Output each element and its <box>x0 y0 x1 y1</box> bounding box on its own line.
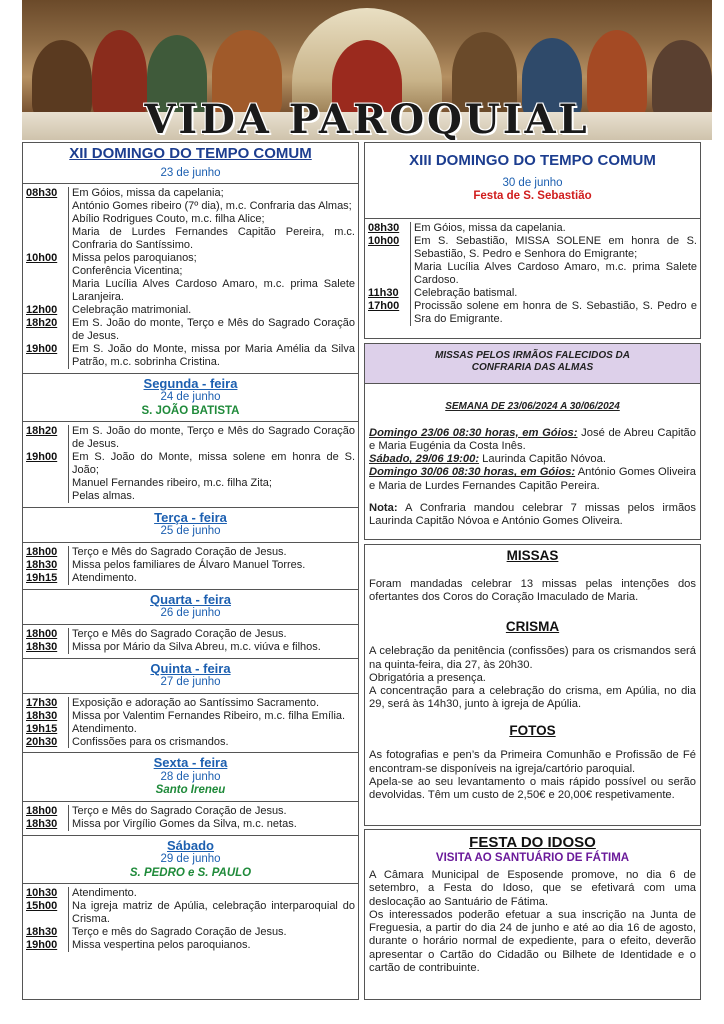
entry-time: 18h30 <box>26 709 58 722</box>
next-sunday-title: XIII DOMINGO DO TEMPO COMUM <box>409 152 656 169</box>
schedule-entry <box>26 317 355 343</box>
entry-text: Missa pelos paroquianos; <box>68 252 355 265</box>
last-supper-banner <box>22 0 712 140</box>
day-entries <box>23 625 358 658</box>
entry-text: Exposição e adoração ao Santíssimo Sacramento. <box>68 697 355 710</box>
day-header <box>23 752 358 801</box>
schedule-entry <box>26 187 355 200</box>
fotos-text <box>365 749 700 802</box>
entry-text: Celebração batismal. <box>410 287 697 300</box>
entry-time: 11h30 <box>368 286 399 299</box>
almas-item-lead: Domingo 30/06 08:30 horas, em Góios: <box>369 466 576 479</box>
entry-time: 18h30 <box>26 640 58 653</box>
almas-item <box>369 427 696 453</box>
entry-text: Terço e Mês do Sagrado Coração de Jesus. <box>68 628 355 641</box>
entry-text: Pelas almas. <box>68 490 355 503</box>
day-name: Sábado <box>167 837 214 853</box>
day-entries <box>23 802 358 835</box>
day-entries <box>23 422 358 507</box>
entry-text: Atendimento. <box>68 572 355 585</box>
entry-text: Em S. João do monte, Terço e Mês do Sagrado Coração de Jesus. <box>68 317 355 343</box>
sunday-date: 23 de junho <box>160 166 221 179</box>
schedule-entry <box>368 261 697 287</box>
entry-text: Conferência Vicentina; <box>68 265 355 278</box>
schedule-entry <box>26 477 355 490</box>
entry-time: 15h00 <box>26 900 58 913</box>
day-name: Terça - feira <box>154 510 227 526</box>
day-date: 28 de junho <box>160 770 221 783</box>
day-date: 25 de junho <box>160 525 221 538</box>
schedule-entry <box>368 300 697 326</box>
entry-time: 18h30 <box>26 817 58 830</box>
entry-text: Manuel Fernandes ribeiro, m.c. filha Zita; <box>68 477 355 490</box>
next-sunday-box <box>364 142 701 339</box>
entry-text: Em Góios, missa da capelania; <box>68 187 355 200</box>
entry-text: Na igreja matriz de Apúlia, celebração interparoquial do Crisma. <box>68 900 355 926</box>
idoso-subtitle: VISITA AO SANTUÁRIO DE FÁTIMA <box>435 851 630 864</box>
entry-text: Atendimento. <box>68 887 355 900</box>
almas-item-lead: Domingo 23/06 08:30 horas, em Góios: <box>369 426 578 439</box>
entry-time: 18h00 <box>26 804 58 817</box>
entry-time: 18h30 <box>26 558 58 571</box>
almas-item-lead: Sábado, 29/06 19:00: <box>369 453 480 466</box>
schedule-entry <box>26 546 355 559</box>
schedule-entry <box>26 736 355 749</box>
entry-time: 10h00 <box>368 234 400 247</box>
entry-time: 08h30 <box>26 187 58 200</box>
festa-idoso-box <box>364 829 701 1000</box>
entry-time: 18h30 <box>26 926 58 939</box>
next-sunday-entries <box>365 218 700 330</box>
banner-title: VIDA PAROQUIAL <box>144 96 590 140</box>
almas-item-text: Laurinda Capitão Nóvoa. <box>479 453 606 466</box>
paragraph-line: Apela-se ao seu levantamento o mais rápido possível ou serão devolvidas. Têm um custo de 2,50€ e 20,00€ respetivamente. <box>369 775 696 801</box>
almas-item <box>369 453 696 466</box>
almas-note <box>365 502 700 528</box>
day-name: Quarta - feira <box>150 591 231 607</box>
entry-text: Terço e Mês do Sagrado Coração de Jesus. <box>68 546 355 559</box>
schedule-entry <box>26 425 355 451</box>
schedule-entry <box>368 287 697 300</box>
entry-time: 19h00 <box>26 342 58 355</box>
entry-time: 12h00 <box>26 303 58 316</box>
entry-text: Terço e mês do Sagrado Coração de Jesus. <box>68 926 355 939</box>
entry-text: António Gomes ribeiro (7º dia), m.c. Confraria das Almas; <box>68 200 355 213</box>
entry-time: 20h30 <box>26 735 58 748</box>
entry-text: Em S. João do monte, Terço e Mês do Sagrado Coração de Jesus. <box>68 425 355 451</box>
entry-text: Missa por Valentim Fernandes Ribeiro, m.c. filha Emília. <box>68 710 355 723</box>
day-date: 26 de junho <box>160 607 221 620</box>
day-saint: S. JOÃO BATISTA <box>141 404 240 417</box>
missas-title: MISSAS <box>506 548 559 563</box>
entry-text: Maria Lucília Alves Cardoso Amaro, m.c. prima Salete Cardoso. <box>410 261 697 287</box>
missas-text: Foram mandadas celebrar 13 missas pelas intenções dos ofertantes dos Coros do Coração Imaculado de Maria. <box>369 577 696 604</box>
day-header <box>23 507 358 543</box>
entry-text: Missa vespertina pelos paroquianos. <box>68 939 355 952</box>
left-schedule-column <box>22 142 359 1000</box>
entry-text: Terço e Mês do Sagrado Coração de Jesus. <box>68 805 355 818</box>
day-header <box>23 835 358 884</box>
entry-text: Em S. João do Monte, missa por Maria Amélia da Silva Patrão, m.c. sobrinha Cristina. <box>68 343 355 369</box>
entry-text: Em S. Sebastião, MISSA SOLENE em honra de S. Sebastião, S. Pedro e Senhora do Emigrante; <box>410 235 697 261</box>
entry-time: 18h20 <box>26 316 58 329</box>
sunday-entries <box>23 183 358 373</box>
entry-time: 18h20 <box>26 425 58 438</box>
schedule-entry <box>26 697 355 710</box>
entry-text: Missa por Virgílio Gomes da Silva, m.c. netas. <box>68 818 355 831</box>
entry-time: 19h15 <box>26 571 58 584</box>
paragraph-line: A celebração da penitência (confissões) para os crismandos será na quinta-feira, dia 27, às 20h30. <box>369 645 696 671</box>
day-name: Segunda - feira <box>143 375 238 391</box>
schedule-entry <box>26 200 355 213</box>
weekday-sections <box>23 373 358 956</box>
entry-text: Em S. João do Monte, missa solene em honra de S. João; <box>68 451 355 477</box>
day-header <box>23 658 358 694</box>
day-name: Quinta - feira <box>150 660 231 676</box>
fotos-title: FOTOS <box>509 723 556 739</box>
paragraph-line: A concentração para a celebração do crisma, em Apúlia, no dia 29, será às 14h30, junto à igreja de Apúlia. <box>369 684 696 711</box>
day-saint: S. PEDRO e S. PAULO <box>129 866 252 879</box>
schedule-entry <box>26 723 355 736</box>
feast-title: Festa de S. Sebastião <box>473 190 592 203</box>
schedule-entry <box>26 265 355 278</box>
schedule-entry <box>26 490 355 503</box>
day-entries <box>23 543 358 589</box>
entry-text: Maria de Lurdes Fernandes Capitão Pereira, m.c. Confraria do Santíssimo. <box>68 226 355 252</box>
entry-text: Missa pelos familiares de Álvaro Manuel Torres. <box>68 559 355 572</box>
almas-item-text: José de Abreu Capitão e Maria Eugénia da Costa Inês. <box>369 426 696 453</box>
day-header <box>23 589 358 625</box>
schedule-entry <box>26 451 355 477</box>
entry-time: 17h00 <box>368 299 400 312</box>
entry-time: 08h30 <box>368 221 400 234</box>
day-entries <box>23 884 358 956</box>
schedule-entry <box>26 304 355 317</box>
schedule-entry <box>26 805 355 818</box>
idoso-title: FESTA DO IDOSO <box>469 834 596 851</box>
almas-item-text: António Gomes Oliveira e Maria de Lurdes Fernandes Capitão Pereira. <box>369 466 696 492</box>
schedule-entry <box>26 628 355 641</box>
schedule-entry <box>26 559 355 572</box>
almas-note-text: A Confraria mandou celebrar 7 missas pelos irmãos Laurinda Capitão Nóvoa e António Gomes Oliveira. <box>369 501 696 528</box>
day-date: 27 de junho <box>160 676 221 689</box>
announcements-box <box>364 544 701 826</box>
almas-items <box>365 427 700 493</box>
entry-time: 19h15 <box>26 722 58 735</box>
entry-text: Missa por Mário da Silva Abreu, m.c. viúva e filhos. <box>68 641 355 654</box>
day-name: Sexta - feira <box>153 755 228 771</box>
schedule-entry <box>26 343 355 369</box>
entry-time: 10h30 <box>26 887 58 900</box>
entry-time: 18h00 <box>26 627 58 640</box>
schedule-entry <box>26 572 355 585</box>
schedule-entry <box>368 235 697 261</box>
schedule-entry <box>26 213 355 226</box>
paragraph-line: Obrigatória a presença. <box>369 671 486 684</box>
entry-text: Em Góios, missa da capelania. <box>410 222 697 235</box>
almas-note-label: Nota: <box>369 501 398 514</box>
idoso-text <box>365 869 700 975</box>
schedule-entry <box>26 278 355 304</box>
entry-text: Procissão solene em honra de S. Sebastião, S. Pedro e Sra do Emigrante. <box>410 300 697 326</box>
paragraph-line: As fotografias e pen’s da Primeira Comunhão e Profissão de Fé encontram-se disponíveis na igreja/cartório paroquial. <box>369 749 696 775</box>
day-header <box>23 373 358 422</box>
next-sunday-date: 30 de junho <box>502 176 563 189</box>
entry-time: 19h00 <box>26 939 58 952</box>
schedule-entry <box>26 887 355 900</box>
paragraph-line: Os interessados poderão efetuar a sua inscrição na Junta de Freguesia, a partir do dia 24 de junho e até ao dia 16 de agosto, durante o horário normal de expediente, para o efeito, deverão apresentar o Cartão do Cidadão ou Bilhete de Identidade e o cartão de contribuinte. <box>369 908 696 974</box>
schedule-entry <box>26 710 355 723</box>
entry-time: 10h00 <box>26 252 58 265</box>
schedule-entry <box>26 818 355 831</box>
schedule-entry <box>26 900 355 926</box>
day-saint: Santo Ireneu <box>155 784 226 797</box>
entry-time: 18h00 <box>26 545 58 558</box>
paragraph-line: A Câmara Municipal de Esposende promove, no dia 6 de setembro, a Festa do Idoso, que se efetivará com uma deslocação ao Santuário de Fátima. <box>369 869 696 908</box>
schedule-entry <box>26 252 355 265</box>
day-entries <box>23 694 358 753</box>
schedule-entry <box>26 939 355 952</box>
schedule-entry <box>26 226 355 252</box>
entry-text: Abílio Rodrigues Couto, m.c. filha Alice; <box>68 213 355 226</box>
schedule-entry <box>368 222 697 235</box>
almas-title-1: MISSAS PELOS IRMÃOS FALECIDOS DA <box>434 350 631 361</box>
schedule-entry <box>26 926 355 939</box>
entry-time: 17h30 <box>26 696 58 709</box>
almas-item <box>369 466 696 492</box>
schedule-entry <box>26 641 355 654</box>
almas-week: SEMANA DE 23/06/2024 A 30/06/2024 <box>445 401 620 412</box>
confraria-almas-box <box>364 343 701 540</box>
entry-time: 19h00 <box>26 451 58 464</box>
entry-text: Celebração matrimonial. <box>68 304 355 317</box>
entry-text: Atendimento. <box>68 723 355 736</box>
sunday-title: XII DOMINGO DO TEMPO COMUM <box>69 145 312 162</box>
entry-text: Confissões para os crismandos. <box>68 736 355 749</box>
sunday-header <box>23 143 358 183</box>
crisma-title: CRISMA <box>505 619 560 635</box>
almas-title-2: CONFRARIA DAS ALMAS <box>471 361 594 373</box>
day-date: 24 de junho <box>160 391 221 404</box>
crisma-text <box>365 645 700 711</box>
entry-text: Maria Lucília Alves Cardoso Amaro, m.c. prima Salete Laranjeira. <box>68 278 355 304</box>
day-date: 29 de junho <box>160 853 221 866</box>
